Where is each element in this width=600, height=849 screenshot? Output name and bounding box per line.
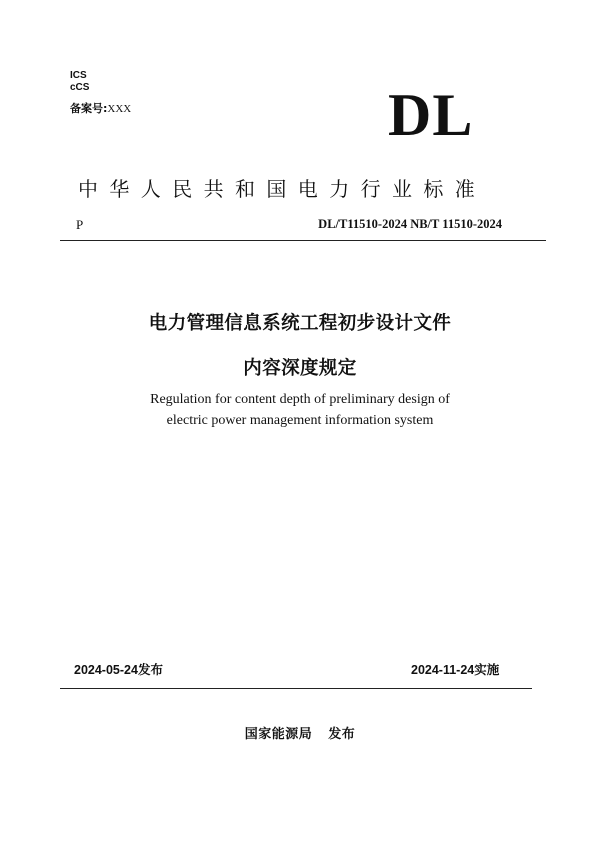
issuer-name: 国家能源局: [244, 727, 313, 742]
english-title-line-2: electric power management information system: [166, 413, 434, 428]
document-title-line-1: 电力管理信息系统工程初步设计文件: [148, 313, 452, 334]
publish-date: 2024-05-24发布: [74, 663, 163, 677]
filing-label: 备案号:: [70, 102, 108, 115]
implementation-date: 2024-11-24实施: [411, 663, 500, 677]
ics-label: ICS: [70, 70, 87, 81]
filing-value: XXX: [107, 103, 132, 115]
standard-category: P: [76, 217, 84, 232]
document-title-line-2: 内容深度规定: [243, 358, 357, 379]
issuer-line: [0, 723, 600, 742]
dl-logo: DL: [388, 82, 474, 148]
filing-number: [70, 100, 131, 116]
english-title-line-1: Regulation for content depth of preliminary design of: [150, 392, 450, 407]
ccs-label: cCS: [70, 82, 90, 93]
top-divider: [60, 240, 546, 241]
standard-title: 中华人民共和国电力行业标准: [78, 177, 487, 201]
standard-code: DL/T11510-2024 NB/T 11510-2024: [318, 217, 502, 231]
bottom-divider: [60, 688, 532, 689]
issuer-action: 发布: [328, 727, 356, 742]
